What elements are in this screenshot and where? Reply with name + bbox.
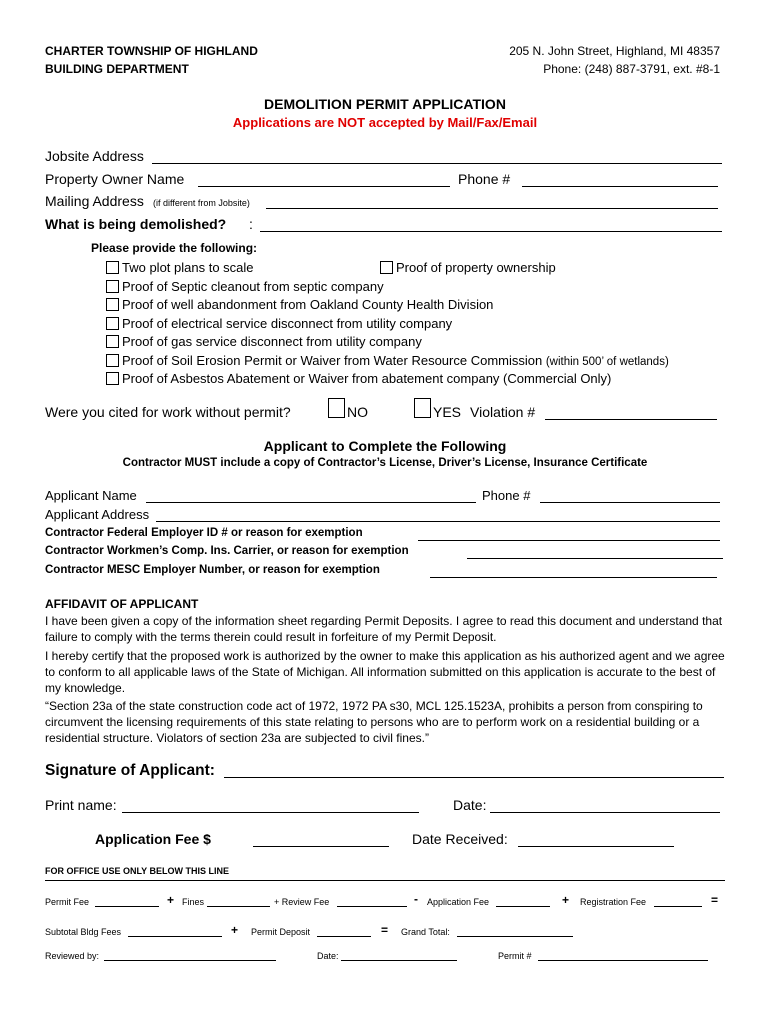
provide-item-soil-erosion[interactable] <box>106 353 669 368</box>
federal-id-label: Contractor Federal Employer ID # or reason for exemption <box>45 527 363 539</box>
plus-sign: + <box>562 893 570 907</box>
workmens-comp-label: Contractor Workmen’s Comp. Ins. Carrier, or reason for exemption <box>45 545 409 557</box>
checkbox[interactable] <box>106 280 119 293</box>
office-use-heading: FOR OFFICE USE ONLY BELOW THIS LINE <box>45 866 230 876</box>
checkbox[interactable] <box>380 261 393 274</box>
print-name-field[interactable] <box>122 812 419 813</box>
jobsite-address-label: Jobsite Address <box>45 148 144 164</box>
minus-sign: - <box>414 892 418 906</box>
registration-fee-field[interactable] <box>654 906 702 907</box>
application-fee-office-field[interactable] <box>496 906 550 907</box>
applicant-address-label: Applicant Address <box>45 507 150 522</box>
plus-sign: + <box>231 923 239 937</box>
mesc-field[interactable] <box>430 577 717 578</box>
cited-yes-checkbox[interactable] <box>414 398 431 418</box>
affidavit-paragraph-3: “Section 23a of the state construction code act of 1972, 1972 PA s30, MCL 125.1523A, prohibits a person from conspiring to circumvent the licensing requirements of this state relating to persons who are to perform work on a residential building or a residential structure. Violators of section 23a are subjected to civil fines.” <box>45 699 703 745</box>
affidavit-paragraph-1: I have been given a copy of the information sheet regarding Permit Deposits. I agree to read this document and understand that failure to comply with the terms therein could result in forfeiture of my Permit Deposit. <box>45 614 723 644</box>
provide-item-plot-plans[interactable] <box>106 260 254 275</box>
demolished-field[interactable] <box>260 231 722 232</box>
applicant-heading: Applicant to Complete the Following <box>263 438 507 454</box>
permit-deposit-field[interactable] <box>317 936 371 937</box>
form-title: DEMOLITION PERMIT APPLICATION <box>264 96 506 112</box>
office-date-label: Date: <box>317 951 339 961</box>
signature-field[interactable] <box>224 777 724 778</box>
applicant-address-field[interactable] <box>156 521 720 522</box>
checkbox[interactable] <box>106 261 119 274</box>
applicant-name-label: Applicant Name <box>45 488 137 503</box>
reviewed-by-label: Reviewed by: <box>45 951 100 961</box>
owner-name-label: Property Owner Name <box>45 171 185 187</box>
registration-fee-label: Registration Fee <box>580 897 647 907</box>
date-received-label: Date Received: <box>412 831 508 847</box>
signature-label: Signature of Applicant: <box>45 762 215 779</box>
permit-fee-field[interactable] <box>95 906 159 907</box>
fines-label: Fines <box>182 897 205 907</box>
provide-item-electrical[interactable] <box>106 316 452 331</box>
provide-item-gas[interactable] <box>106 334 422 349</box>
checkbox[interactable] <box>106 335 119 348</box>
permit-fee-label: Permit Fee <box>45 897 90 907</box>
provide-item-asbestos[interactable] <box>106 371 611 386</box>
application-fee-field[interactable] <box>253 846 389 847</box>
org-name-line2: BUILDING DEPARTMENT <box>45 62 189 76</box>
permit-deposit-label: Permit Deposit <box>251 927 311 937</box>
provide-item-label: Proof of electrical service disconnect from utility company <box>122 316 453 331</box>
provide-item-label: Proof of property ownership <box>396 260 556 275</box>
fines-field[interactable] <box>207 906 270 907</box>
owner-name-field[interactable] <box>198 186 450 187</box>
demolished-label: What is being demolished? <box>45 216 227 232</box>
application-fee-office-label: Application Fee <box>427 897 490 907</box>
provide-heading: Please provide the following: <box>91 241 258 255</box>
office-date-field[interactable] <box>341 960 457 961</box>
permit-number-label: Permit # <box>498 951 532 961</box>
violation-number-field[interactable] <box>545 419 717 420</box>
provide-item-label: Proof of Septic cleanout from septic company <box>122 279 384 294</box>
signature-date-label: Date: <box>453 797 487 813</box>
mesc-label: Contractor MESC Employer Number, or reason for exemption <box>45 564 380 576</box>
form-subtitle: Applications are NOT accepted by Mail/Fax/Email <box>232 115 538 130</box>
jobsite-address-field[interactable] <box>152 163 722 164</box>
checkbox[interactable] <box>106 317 119 330</box>
mailing-address-label: Mailing Address <box>45 193 144 209</box>
cited-yes-label: YES <box>433 404 462 420</box>
provide-item-label: Proof of well abandonment from Oakland County Health Division <box>122 297 494 312</box>
application-fee-label: Application Fee $ <box>95 831 211 847</box>
grand-total-field[interactable] <box>457 936 573 937</box>
print-name-label: Print name: <box>45 797 117 813</box>
mailing-address-note: (if different from Jobsite) <box>153 198 250 208</box>
plus-sign: + <box>167 893 175 907</box>
date-received-field[interactable] <box>518 846 674 847</box>
provide-item-label: Proof of Soil Erosion Permit or Waiver from Water Resource Commission <box>122 353 543 368</box>
provide-item-label: Two plot plans to scale <box>122 260 254 275</box>
provide-item-septic[interactable] <box>106 279 384 294</box>
provide-item-label: Proof of gas service disconnect from utility company <box>122 334 422 349</box>
grand-total-label: Grand Total: <box>401 927 450 937</box>
subtotal-label: Subtotal Bldg Fees <box>45 927 122 937</box>
review-fee-field[interactable] <box>337 906 407 907</box>
checkbox[interactable] <box>106 372 119 385</box>
equals-sign: = <box>711 893 719 907</box>
owner-phone-field[interactable] <box>522 186 718 187</box>
checkbox[interactable] <box>106 354 119 367</box>
contractor-note: Contractor MUST include a copy of Contractor’s License, Driver’s License, Insurance Certificate <box>122 457 648 469</box>
provide-item-label: Proof of Asbestos Abatement or Waiver from abatement company (Commercial Only) <box>122 371 612 386</box>
checkbox[interactable] <box>106 298 119 311</box>
signature-date-field[interactable] <box>490 812 720 813</box>
cited-no-checkbox[interactable] <box>328 398 345 418</box>
office-use-divider <box>45 880 725 881</box>
mailing-address-field[interactable] <box>266 208 718 209</box>
applicant-phone-field[interactable] <box>540 502 720 503</box>
applicant-phone-label: Phone # <box>482 488 531 503</box>
owner-phone-label: Phone # <box>458 171 511 187</box>
reviewed-by-field[interactable] <box>104 960 276 961</box>
org-name-line1: CHARTER TOWNSHIP OF HIGHLAND <box>45 44 258 58</box>
org-address: 205 N. John Street, Highland, MI 48357 <box>509 44 720 58</box>
violation-label: Violation # <box>470 404 536 420</box>
workmens-comp-field[interactable] <box>467 558 723 559</box>
subtotal-field[interactable] <box>128 936 222 937</box>
affidavit-heading: AFFIDAVIT OF APPLICANT <box>45 597 199 611</box>
federal-id-field[interactable] <box>418 540 720 541</box>
demolished-colon: : <box>249 216 253 232</box>
equals-sign: = <box>381 923 389 937</box>
applicant-name-field[interactable] <box>146 502 476 503</box>
provide-item-ownership[interactable] <box>380 260 556 275</box>
affidavit-paragraph-2: I hereby certify that the proposed work is authorized by the owner to make this application as his authorized agent and we agree to conform to all applicable laws of the State of Michigan. All information submitted on this application is accurate to the best of my knowledge. <box>45 649 725 695</box>
wetlands-note: (within 500’ of wetlands) <box>545 356 669 368</box>
cited-no-label: NO <box>347 404 368 420</box>
cited-question: Were you cited for work without permit? <box>45 404 291 420</box>
org-phone: Phone: (248) 887-3791, ext. #8-1 <box>543 62 720 76</box>
provide-item-well[interactable] <box>106 297 493 312</box>
review-fee-label: + Review Fee <box>274 897 330 907</box>
permit-number-field[interactable] <box>538 960 708 961</box>
